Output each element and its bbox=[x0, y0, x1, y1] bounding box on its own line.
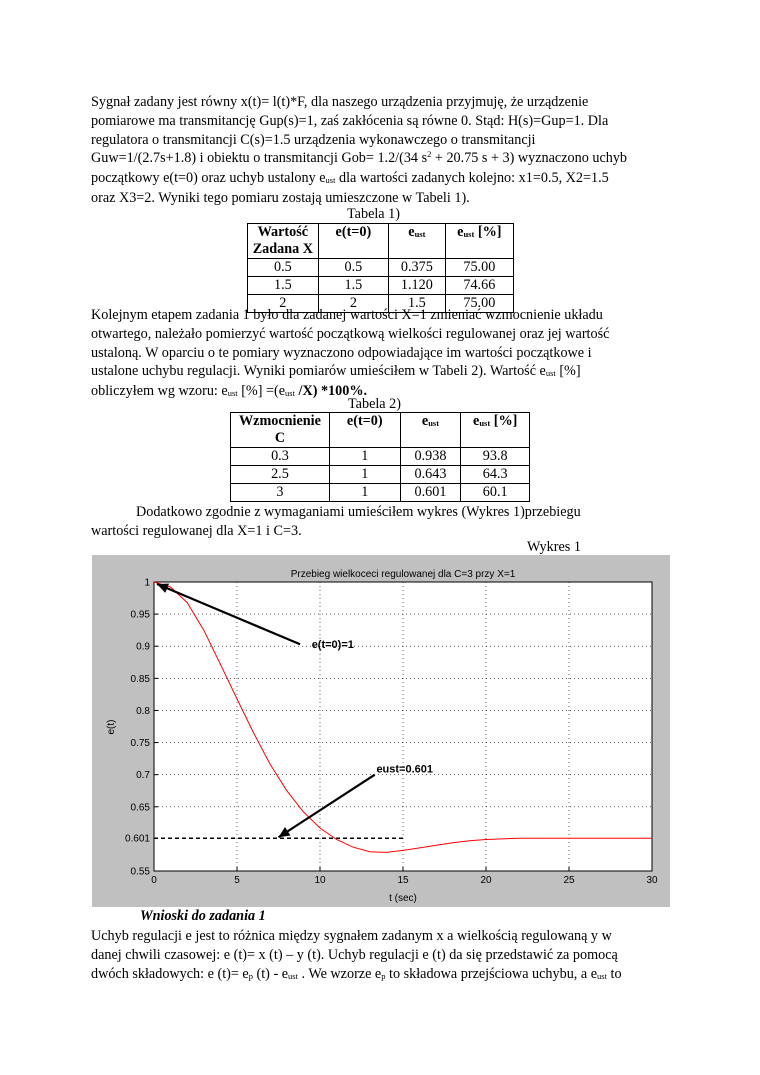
y-tick-label: 0.65 bbox=[130, 802, 150, 814]
table-cell: 1.120 bbox=[389, 277, 446, 295]
table2-caption: Tabela 2) bbox=[348, 396, 401, 412]
annotation-label: eust=0.601 bbox=[376, 763, 434, 776]
y-axis-label: e(t) bbox=[106, 719, 117, 735]
text-line bbox=[91, 362, 671, 382]
table-cell: 2.5 bbox=[231, 466, 330, 484]
text-run: . We wzorze e bbox=[297, 965, 382, 982]
table-row bbox=[231, 484, 530, 502]
table-row bbox=[248, 259, 514, 277]
y-tick-label: 0.7 bbox=[136, 770, 150, 782]
method-paragraph bbox=[91, 306, 671, 402]
text-line bbox=[91, 149, 671, 169]
table1 bbox=[247, 223, 514, 313]
text-run: /X) *100%. bbox=[294, 383, 368, 400]
table-cell: 1.5 bbox=[318, 277, 388, 295]
table-cell: 0.601 bbox=[400, 484, 461, 502]
text-run: początkowy e(t=0) oraz uchyb ustalony e bbox=[91, 170, 326, 187]
table-header: $e_{ust}$ bbox=[400, 413, 461, 448]
y-tick-label: 0.9 bbox=[136, 641, 150, 653]
table-header: e(t=0) bbox=[329, 413, 400, 448]
text-run: ustalone uchybu regulacji. Wyniki pomiarów umieściłem w Tabeli 2). Wartość e bbox=[91, 363, 546, 380]
table-row bbox=[231, 466, 530, 484]
line-chart bbox=[92, 555, 670, 907]
table-cell: 3 bbox=[231, 484, 330, 502]
subscript: p bbox=[381, 970, 386, 981]
x-tick-label: 10 bbox=[314, 875, 326, 886]
subscript: ust bbox=[545, 368, 556, 379]
y-tick-label: 0.601 bbox=[124, 833, 150, 845]
table1-caption: Tabela 1) bbox=[347, 206, 400, 222]
table-header: $e_{ust}$ [%] bbox=[445, 224, 513, 259]
table-cell: 75.00 bbox=[445, 295, 513, 313]
text-line: oraz X3=2. Wyniki tego pomiaru zostają umieszczone w Tabeli 1). bbox=[91, 189, 470, 206]
chart-title: Przebieg wielkoceci regulowanej dla C=3 przy X=1 bbox=[290, 569, 516, 580]
y-tick-label: 1 bbox=[144, 577, 150, 589]
table-cell: 60.1 bbox=[461, 484, 530, 502]
intro-paragraph bbox=[91, 93, 671, 208]
table-cell: 0.938 bbox=[400, 448, 461, 466]
conclusions-title: Wnioski do zadania 1 bbox=[140, 908, 266, 924]
table-header: $e_{ust}$ [%] bbox=[461, 413, 530, 448]
table-cell: 0.5 bbox=[248, 259, 319, 277]
table-cell: 1.5 bbox=[389, 295, 446, 313]
text-run: Guw=1/(2.7s+1.8) i obiektu o transmitancji Gob= 1.2/(34 s bbox=[91, 150, 428, 167]
x-axis-label: t (sec) bbox=[389, 893, 417, 904]
text-line: regulatora o transmitancji C(s)=1.5 urządzenia wykonawczego o transmitancji bbox=[91, 131, 536, 148]
table-header: Wzmocnienie C bbox=[231, 413, 330, 448]
subscript: ust bbox=[288, 970, 298, 981]
text-run: dla wartości zadanych kolejno: x1=0.5, X2=1.5 bbox=[335, 170, 609, 187]
text-run: to składowa przejściowa uchybu, a e bbox=[385, 965, 598, 982]
table-cell: 64.3 bbox=[461, 466, 530, 484]
table-cell: 93.8 bbox=[461, 448, 530, 466]
table-cell: 74.66 bbox=[445, 277, 513, 295]
annotation-label: e(t=0)=1 bbox=[311, 639, 354, 652]
subscript: ust bbox=[325, 175, 336, 186]
x-tick-label: 20 bbox=[480, 875, 492, 886]
table-header: e(t=0) bbox=[318, 224, 388, 259]
text-line: ustaloną. W oparciu o te pomiary wyznaczono odpowiadające im wartości początkowe i bbox=[91, 344, 592, 361]
table-header: $e_{ust}$ bbox=[389, 224, 446, 259]
table-cell: 2 bbox=[248, 295, 319, 313]
text-line bbox=[91, 169, 671, 189]
text-run: dwóch składowych: e (t)= e bbox=[91, 965, 249, 982]
table-row bbox=[248, 277, 514, 295]
table-cell: 0.5 bbox=[318, 259, 388, 277]
table-header-row bbox=[248, 224, 514, 259]
text-line bbox=[91, 965, 671, 985]
table-cell: 0.643 bbox=[400, 466, 461, 484]
chart-caption: Wykres 1 bbox=[527, 539, 581, 555]
text-line: wartości regulowanej dla X=1 i C=3. bbox=[91, 522, 302, 539]
text-run: [%] bbox=[555, 363, 581, 380]
x-tick-label: 30 bbox=[646, 875, 658, 886]
table2 bbox=[230, 412, 530, 502]
table-cell: 75.00 bbox=[445, 259, 513, 277]
text-line: Dodatkowo zgodnie z wymaganiami umieściłem wykres (Wykres 1)przebiegu bbox=[136, 504, 581, 520]
text-run: to bbox=[606, 965, 622, 982]
table-cell: 1.5 bbox=[248, 277, 319, 295]
table-cell: 0.375 bbox=[389, 259, 446, 277]
superscript: 2 bbox=[427, 149, 432, 160]
table-row bbox=[231, 448, 530, 466]
text-run: obliczyłem wg wzoru: e bbox=[91, 383, 228, 400]
table-cell: 2 bbox=[318, 295, 388, 313]
text-line: pomiarowe ma transmitancję Gup(s)=1, zaś zakłócenia są równe 0. Stąd: H(s)=Gup=1. Dla bbox=[91, 112, 609, 129]
y-tick-label: 0.95 bbox=[130, 609, 150, 621]
subscript: ust bbox=[285, 388, 295, 399]
text-run: [%] =(e bbox=[237, 383, 286, 400]
x-tick-label: 15 bbox=[397, 875, 409, 886]
y-tick-label: 0.75 bbox=[130, 738, 150, 750]
table-cell: 1 bbox=[329, 484, 400, 502]
text-line: Sygnał zadany jest równy x(t)= l(t)*F, dla naszego urządzenia przyjmuję, że urządzenie bbox=[91, 94, 589, 110]
x-tick-label: 5 bbox=[234, 875, 240, 886]
subscript: ust bbox=[597, 970, 607, 981]
text-line: Kolejnym etapem zadania 1 było dla zadanej wartości X=1 zmieniać wzmocnienie układu bbox=[91, 307, 603, 323]
text-line: danej chwili czasowej: e (t)= x (t) – y (t). Uchyb regulacji e (t) da się przedstawić za pomocą bbox=[91, 946, 618, 963]
table-cell: 1 bbox=[329, 466, 400, 484]
subscript: p bbox=[248, 970, 253, 981]
x-tick-label: 25 bbox=[563, 875, 575, 886]
text-line: Uchyb regulacji e jest to różnica między sygnałem zadanym x a wielkością regulowaną y w bbox=[91, 928, 612, 944]
text-line: otwartego, należało pomierzyć wartość początkową wielkości regulowanej oraz jej wartość bbox=[91, 325, 610, 342]
conclusions-paragraph bbox=[91, 927, 671, 984]
table-cell: 0.3 bbox=[231, 448, 330, 466]
table-cell: 1 bbox=[329, 448, 400, 466]
x-tick-label: 0 bbox=[151, 875, 157, 886]
y-tick-label: 0.8 bbox=[136, 705, 150, 717]
text-run: + 20.75 s + 3) wyznaczono uchyb bbox=[431, 150, 628, 167]
chart-intro-paragraph bbox=[91, 503, 671, 541]
text-run: (t) - e bbox=[252, 965, 289, 982]
table-header-row bbox=[231, 413, 530, 448]
subscript: ust bbox=[227, 388, 238, 399]
y-tick-label: 0.55 bbox=[130, 866, 150, 878]
table-header: Wartość Zadana X bbox=[248, 224, 319, 259]
y-tick-label: 0.85 bbox=[130, 673, 150, 685]
